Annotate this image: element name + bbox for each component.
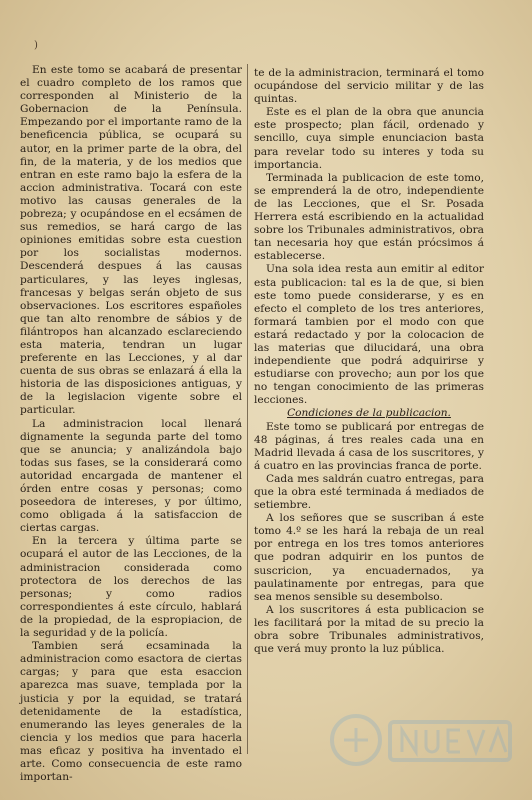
paragraph: En la tercera y última parte se ocupará el autor de las Lecciones, de la administracion considerada como protectora de los derechos de las personas; y como radios correspondientes á este círculo, hablará de la propiedad, de la espropiacion, de la seguridad y de la policía.	[20, 535, 242, 640]
left-column	[20, 64, 242, 784]
paragraph: A los señores que se suscriban á este tomo 4.º se les hará la rebaja de un real por entrega en los tres tomos anteriores que podran adquirir en los puntos de suscricion, ya encuadernados, ya paulatinamente por entregas, para que sea menos sensible su desembolso.	[254, 512, 484, 603]
section-heading-text: Condiciones de la publicacion.	[287, 407, 451, 420]
paragraph-continuation: te de la administracion, terminará el tomo ocupándose del servicio militar y de las quintas.	[254, 67, 484, 106]
paragraph: Tambien será ecsaminada la administracion como esactora de ciertas cargas; y para que esta esaccion aparezca mas suave, templada por la justicia y por la equidad, se tratará detenidamente de la estadística, enumerando las leyes generales de la ciencia y los medios que para hacerla mas eficaz y positiva ha inventado el arte. Como consecuencia de este ramo importan-	[20, 640, 242, 784]
paragraph: Una sola idea resta aun emitir al editor esta publicacion: tal es la de que, si bien este tomo puede considerarse, y es en efecto el completo de los tres anteriores, formará tambien por el modo con que estará redactado y por la colocacion de las materias que dilucidará, una obra independiente que podrá adquirirse y estudiarse con provecho; aun por los que no tengan conocimiento de las primeras lecciones.	[254, 263, 484, 407]
paragraph: Este tomo se publicará por entregas de 48 páginas, á tres reales cada una en Madrid llevada á casa de los suscritores, y á cuatro en las provincias franca de porte.	[254, 420, 484, 472]
margin-mark: )	[34, 40, 38, 51]
right-column	[254, 67, 484, 656]
library-stamp-watermark	[326, 700, 522, 790]
paragraph: En este tomo se acabará de presentar el cuadro completo de los ramos que corresponden al Ministerio de la Gobernacion de la Península. Empezando por el importante ramo de la beneficencia pública, se ocupará su autor, en la primer parte de la obra, del fin, de la materia, y de los medios que entran en este ramo bajo la esfera de la accion administrativa. Tocará con este motivo las causas generales de la pobreza; y ocupándose en el ecsámen de sus remedios, se hará cargo de las opiniones emitidas sobre esta cuestion por los socialistas modernos. Descenderá despues á las causas particulares, y las leyes inglesas, francesas y belgas serán objeto de sus observaciones. Los escritores españoles que tan alto renombre de sábios y de filántropos han alcanzado esclareciendo esta materia, tendran un lugar preferente en las Lecciones, y al dar cuenta de sus obras se enlazará á ella la historia de las disposiciones antiguas, y de la legislacion vigente sobre el particular.	[20, 64, 242, 417]
paragraph: Este es el plan de la obra que anuncia este prospecto; plan fácil, ordenado y sencillo, cuya simple enunciacion basta para revelar todo su interes y toda su importancia.	[254, 106, 484, 171]
section-heading	[254, 407, 484, 420]
paragraph: A los suscritores á esta publicacion se les facilitará por la mitad de su precio la obra sobre Tribunales administrativos, que verá muy pronto la luz pública.	[254, 603, 484, 656]
column-divider	[247, 64, 248, 754]
paragraph: La administracion local llenará dignamente la segunda parte del tomo que se anuncia; y analizándola bajo todas sus fases, se la considerará como autoridad encargada de mantener el órden entre cosas y personas; como poseedora de intereses, y por último, como obligada á la satisfaccion de ciertas cargas.	[20, 417, 242, 535]
paragraph: Terminada la publicacion de este tomo, se emprenderá la de otro, independiente de las Lecciones, que el Sr. Posada Herrera está escribiendo en la actualidad sobre los Tribunales administrativos, obra tan necesaria hoy que están prócsimos á establecerse.	[254, 171, 484, 263]
paragraph: Cada mes saldrán cuatro entregas, para que la obra esté terminada á mediados de setiembre.	[254, 472, 484, 512]
